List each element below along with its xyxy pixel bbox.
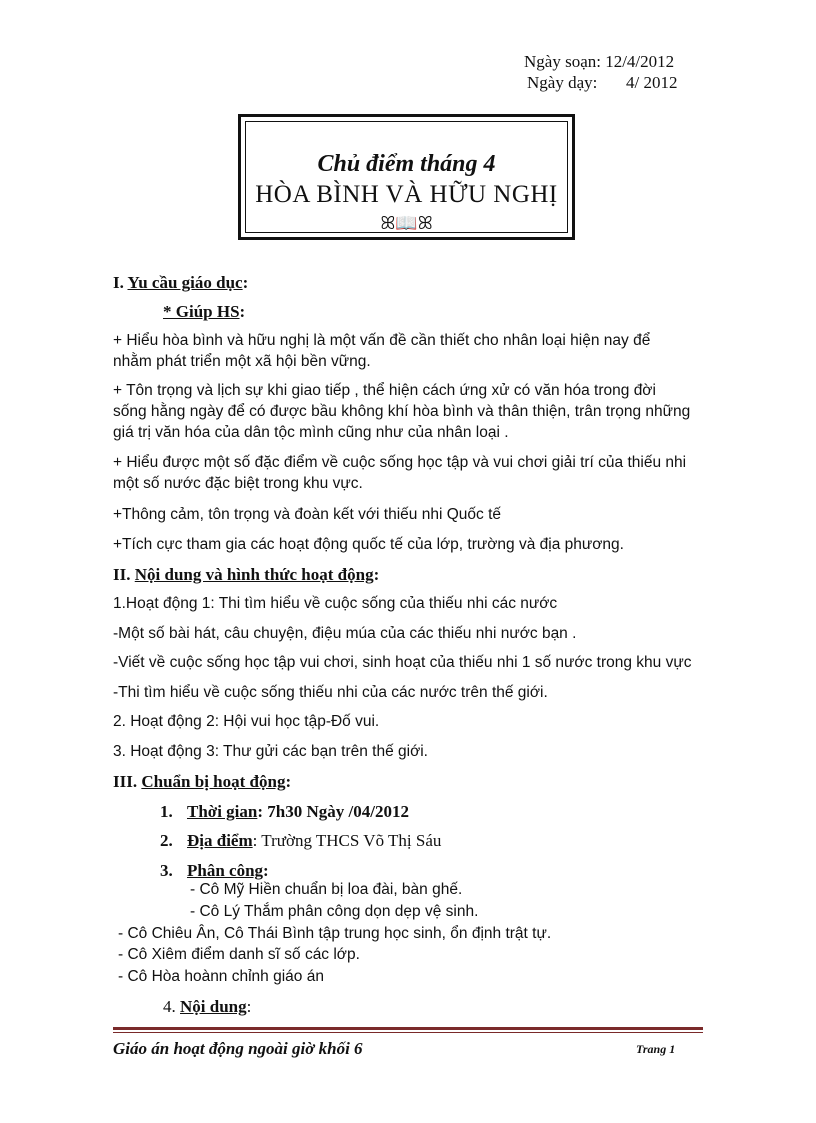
activity-line: 1.Hoạt động 1: Thi tìm hiểu về cuộc sống của thiếu nhi các nước xyxy=(113,595,558,612)
footer-rule-thin xyxy=(113,1032,703,1033)
activity-line: -Viết về cuộc sống học tập vui chơi, sinh hoạt của thiếu nhi 1 số nước trong khu vực xyxy=(113,654,692,671)
goal-line: một số nước đặc biệt trong khu vực. xyxy=(113,475,363,492)
goal-line: + Hiểu hòa bình và hữu nghị là một vấn đề cần thiết cho nhân loại hiện nay để xyxy=(113,332,651,349)
time-row: 1. Thời gian: 7h30 Ngày /04/2012 xyxy=(160,802,409,821)
section-3-heading: III. Chuẩn bị hoạt động: xyxy=(113,772,292,791)
goal-line: giá trị văn hóa của dân tộc mình cũng như của nhân loại . xyxy=(113,424,509,441)
assignment-heading: 3. Phân công: xyxy=(160,861,269,880)
goal-line: + Tôn trọng và lịch sự khi giao tiếp , thể hiện cách ứng xử có văn hóa trong đời xyxy=(113,382,656,399)
title-box xyxy=(238,114,575,240)
date-taught-label: Ngày dạy: xyxy=(527,73,598,92)
goal-line: +Tích cực tham gia các hoạt động quốc tế của lớp, trường và địa phương. xyxy=(113,536,624,553)
date-prepared: Ngày soạn: 12/4/2012 xyxy=(524,52,675,71)
place-row: 2. Địa điểm: Trường THCS Võ Thị Sáu xyxy=(160,831,442,850)
activity-line: 2. Hoạt động 2: Hội vui học tập-Đố vui. xyxy=(113,713,380,730)
goal-line: nhằm phát triển một xã hội bền vững. xyxy=(113,353,371,370)
assignment-item: - Cô Lý Thắm phân công dọn dẹp vệ sinh. xyxy=(190,903,479,920)
assignment-item: - Cô Mỹ Hiền chuẩn bị loa đài, bàn ghế. xyxy=(190,881,463,898)
date-taught-value: 4/ 2012 xyxy=(626,73,678,92)
goal-line: + Hiểu được một số đặc điểm về cuộc sống học tập và vui chơi giải trí của thiếu nhi xyxy=(113,454,687,471)
activity-line: -Thi tìm hiểu về cuộc sống thiếu nhi của các nước trên thế giới. xyxy=(113,684,548,701)
activity-line: -Một số bài hát, câu chuyện, điệu múa của các thiếu nhi nước bạn . xyxy=(113,625,577,642)
assignment-item: - Cô Chiêu Ân, Cô Thái Bình tập trung học sinh, ổn định trật tự. xyxy=(118,925,552,942)
theme-subtitle: HÒA BÌNH VÀ HỮU NGHỊ xyxy=(255,181,558,208)
activity-line: 3. Hoạt động 3: Thư gửi các bạn trên thế giới. xyxy=(113,743,428,760)
theme-title: Chủ điểm tháng 4 xyxy=(317,151,496,177)
footer-rule xyxy=(113,1027,703,1030)
page-number: Trang 1 xyxy=(636,1042,676,1056)
goal-line: +Thông cảm, tôn trọng và đoàn kết với thiếu nhi Quốc tế xyxy=(113,506,501,523)
assignment-item: - Cô Xiêm điểm danh sĩ số các lớp. xyxy=(118,946,360,963)
goal-line: sống hằng ngày để có được bầu không khí hòa bình và thân thiện, trân trọng những xyxy=(113,403,691,420)
section-2-heading: II. Nội dung và hình thức hoạt động: xyxy=(113,565,380,584)
section-1-subheading: * Giúp HS: xyxy=(163,302,246,321)
book-ornament-icon: ꕤ📖ꕤ xyxy=(380,213,433,233)
footer-title: Giáo án hoạt động ngoài giờ khối 6 xyxy=(113,1039,363,1058)
section-1-heading: I. Yu cầu giáo dục: xyxy=(113,273,249,292)
content-heading: 4. Nội dung: xyxy=(163,997,252,1016)
assignment-item: - Cô Hòa hoànn chỉnh giáo án xyxy=(118,968,324,985)
